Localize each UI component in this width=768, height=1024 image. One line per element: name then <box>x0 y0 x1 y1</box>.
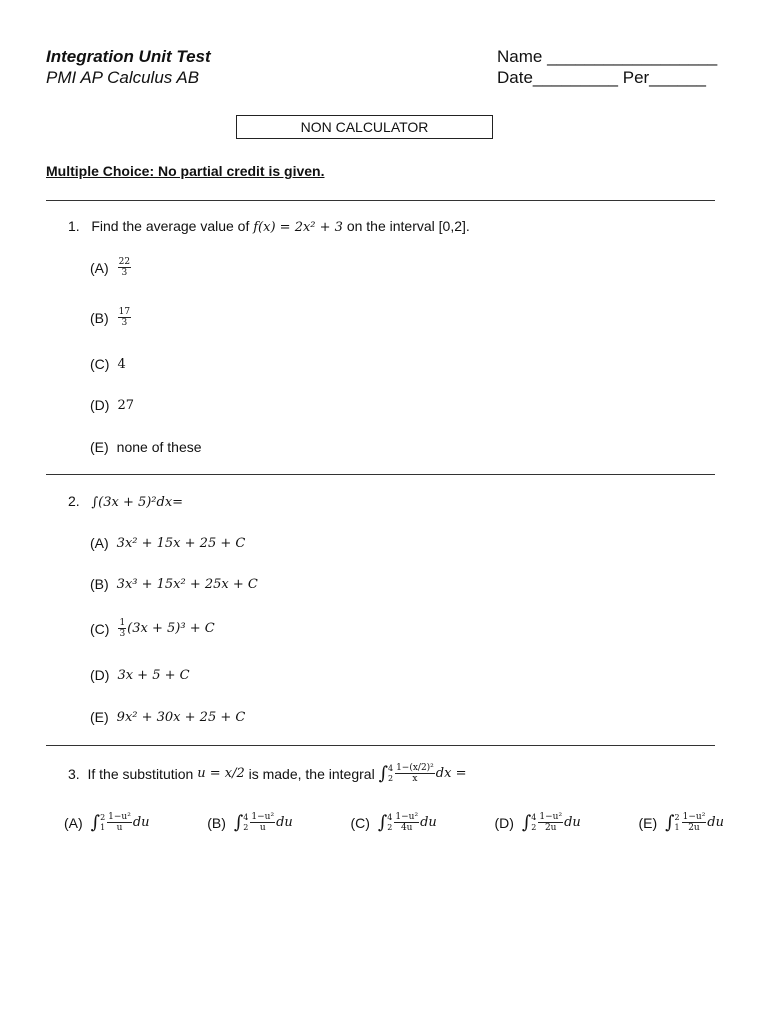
integral-sign-icon: ∫ <box>90 812 101 833</box>
option-2e[interactable] <box>90 709 245 725</box>
integrand-fraction <box>250 812 275 833</box>
lower-limit: 2 <box>243 822 249 832</box>
question-number: 3. <box>68 765 80 782</box>
integral-tail: dx = <box>435 766 467 781</box>
fraction-denominator: 4u <box>400 823 413 833</box>
integral-limits <box>243 813 248 833</box>
option-1e[interactable] <box>90 439 202 455</box>
question-text: is made, the integral <box>248 765 375 782</box>
integrand-fraction <box>107 812 132 833</box>
fraction-numerator: 1 <box>119 618 126 628</box>
fraction-numerator: 1−u² <box>682 812 706 822</box>
integral-limits <box>100 813 105 833</box>
option-1b[interactable] <box>90 307 132 328</box>
option-3d[interactable] <box>494 812 580 833</box>
integral-sign-icon: ∫ <box>233 812 244 833</box>
non-calculator-box: NON CALCULATOR <box>236 115 493 139</box>
option-3c[interactable] <box>350 812 436 833</box>
fraction-denominator: u <box>116 823 123 833</box>
fraction-numerator: 17 <box>118 307 131 317</box>
question-expression: u = x/2 <box>197 766 245 781</box>
question-expression: f(x) = 2x² + 3 <box>253 220 343 235</box>
option-value: (3x + 5)³ + C <box>127 621 215 636</box>
fraction-numerator: 1−(x/2)² <box>396 763 434 773</box>
question-3 <box>68 763 466 784</box>
option-3e[interactable] <box>638 812 724 833</box>
lower-limit: 2 <box>387 773 394 783</box>
integral-sign-icon: ∫ <box>378 763 388 784</box>
question-number: 1. <box>68 218 80 234</box>
upper-limit: 4 <box>387 763 394 773</box>
lower-limit: 1 <box>674 822 680 832</box>
option-letter: (E) <box>90 709 109 725</box>
option-2d[interactable] <box>90 667 190 683</box>
option-2a[interactable] <box>90 535 245 551</box>
divider <box>46 200 715 201</box>
divider <box>46 474 715 475</box>
option-value: none of these <box>116 439 202 455</box>
fraction-numerator: 1−u² <box>251 812 275 822</box>
option-1d[interactable] <box>90 397 134 413</box>
integrand-fraction <box>538 812 563 833</box>
divider <box>46 745 715 746</box>
integral-limits <box>531 813 536 833</box>
lower-limit: 1 <box>100 822 106 832</box>
option-value: 3x + 5 + C <box>117 667 190 683</box>
option-1c[interactable] <box>90 356 126 372</box>
option-letter: (C) <box>350 814 370 831</box>
fraction-numerator: 1−u² <box>108 812 131 822</box>
fraction-denominator: 3 <box>121 268 128 278</box>
option-2b[interactable] <box>90 576 258 592</box>
option-letter: (C) <box>90 356 110 372</box>
option-letter: (A) <box>90 535 109 551</box>
question-text: Find the average value of <box>91 218 250 234</box>
upper-limit: 4 <box>387 812 393 822</box>
option-value: 27 <box>117 397 134 413</box>
integral-tail: du <box>132 815 150 830</box>
integrand-fraction <box>394 812 419 833</box>
option-letter: (D) <box>90 667 110 683</box>
test-title: Integration Unit Test <box>46 47 211 66</box>
integral-tail: du <box>276 815 293 830</box>
integrand-fraction <box>395 763 435 784</box>
lower-limit: 2 <box>387 822 393 832</box>
fraction-denominator: x <box>412 774 418 784</box>
option-value: 3x³ + 15x² + 25x + C <box>116 576 258 592</box>
question-1 <box>68 218 470 235</box>
option-fraction <box>118 257 131 278</box>
integral-tail: du <box>707 815 724 830</box>
section-heading: Multiple Choice: No partial credit is given. <box>46 163 325 179</box>
question-number: 2. <box>68 493 80 509</box>
option-letter: (B) <box>207 814 226 831</box>
option-value: 4 <box>117 356 126 372</box>
option-value: 3x² + 15x + 25 + C <box>116 535 246 551</box>
integral-sign-icon: ∫ <box>665 812 675 833</box>
fraction-numerator: 1−u² <box>395 812 419 822</box>
option-1a[interactable] <box>90 257 132 278</box>
fraction-numerator: 1−u² <box>539 812 563 822</box>
option-letter: (E) <box>638 814 658 831</box>
option-3a[interactable] <box>64 812 150 833</box>
upper-limit: 2 <box>100 812 106 822</box>
upper-limit: 2 <box>674 812 680 822</box>
upper-limit: 4 <box>243 812 249 822</box>
option-fraction <box>118 307 131 328</box>
integral-sign-icon: ∫ <box>521 812 532 833</box>
integral-limits <box>675 813 680 833</box>
lower-limit: 2 <box>531 822 537 832</box>
option-fraction <box>118 618 126 639</box>
option-value: 9x² + 30x + 25 + C <box>116 709 246 725</box>
fraction-denominator: 3 <box>121 318 128 328</box>
question-expression: ∫(3x + 5)²dx= <box>91 495 184 510</box>
fraction-denominator: 2u <box>688 823 700 833</box>
integrand-fraction <box>682 812 707 833</box>
question-text: If the substitution <box>87 765 194 782</box>
integral-limits <box>388 764 393 784</box>
option-letter: (A) <box>64 814 83 831</box>
question-3-options <box>64 812 724 833</box>
fraction-denominator: 2u <box>544 823 557 833</box>
upper-limit: 4 <box>531 812 537 822</box>
fraction-denominator: 3 <box>119 629 126 639</box>
option-letter: (C) <box>90 620 110 637</box>
option-letter: (A) <box>90 259 109 276</box>
fraction-denominator: u <box>259 823 266 833</box>
course-name: PMI AP Calculus AB <box>46 68 200 87</box>
option-2c[interactable] <box>90 618 215 639</box>
option-letter: (E) <box>90 439 109 455</box>
integral-tail: du <box>420 815 437 830</box>
option-letter: (B) <box>90 576 109 592</box>
option-letter: (D) <box>494 814 514 831</box>
integral-tail: du <box>564 815 581 830</box>
integral-sign-icon: ∫ <box>377 812 388 833</box>
integral-limits <box>387 813 392 833</box>
fraction-numerator: 22 <box>118 257 131 267</box>
option-letter: (D) <box>90 397 110 413</box>
name-field[interactable]: Name __________________ <box>497 47 718 66</box>
question-2 <box>68 493 183 510</box>
question-text: on the interval [0,2]. <box>346 218 470 234</box>
date-period-field[interactable]: Date_________ Per______ <box>497 68 706 87</box>
option-3b[interactable] <box>207 812 293 833</box>
option-letter: (B) <box>90 309 109 326</box>
